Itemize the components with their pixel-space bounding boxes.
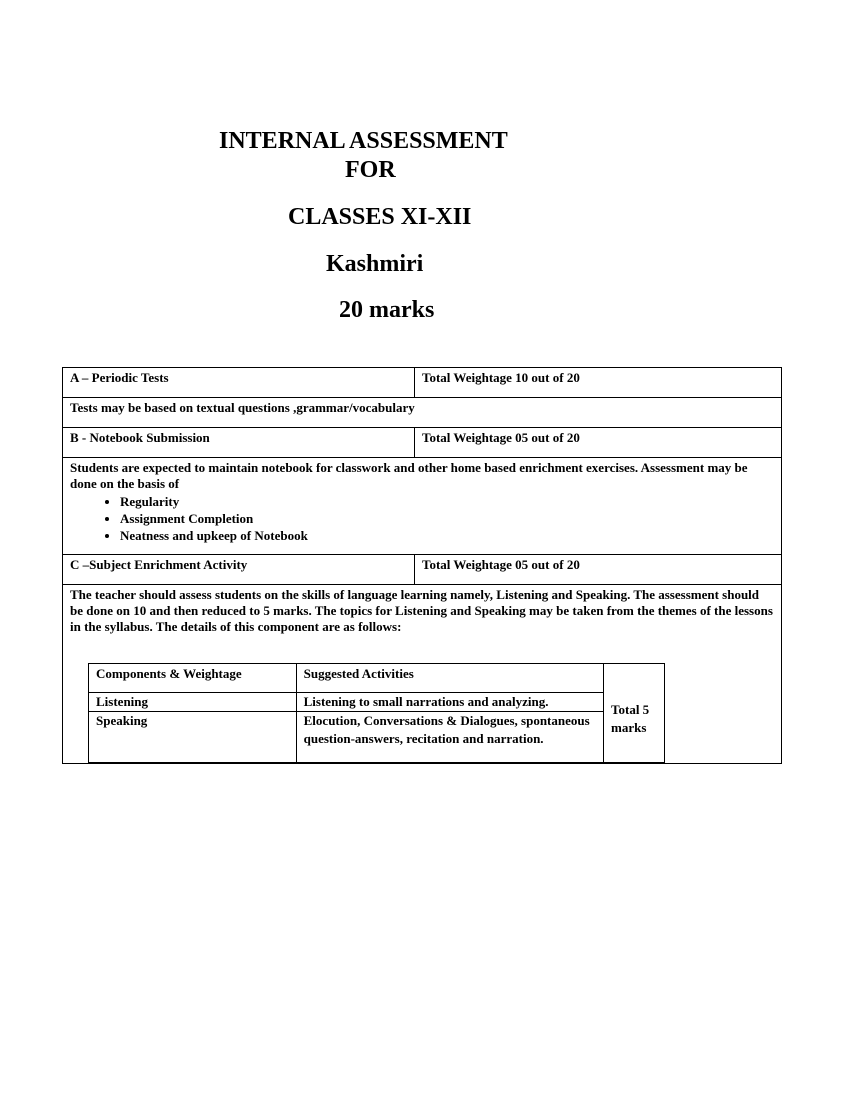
section-b-note-row <box>63 458 782 555</box>
section-b-row <box>63 428 782 458</box>
section-b-note: Students are expected to maintain notebook for classwork and other home based enrichment exercises. Assessment may be done on the basis of <box>70 460 748 491</box>
list-item: • Neatness and upkeep of Notebook <box>120 527 774 544</box>
header-components: Components & Weightage <box>89 664 297 693</box>
header-activities: Suggested Activities <box>296 664 603 693</box>
heading-title: INTERNAL ASSESSMENT <box>219 128 508 154</box>
section-c-note-row <box>63 585 782 764</box>
table-row <box>89 712 665 763</box>
table-row <box>89 693 665 712</box>
section-b-details <box>63 458 782 555</box>
section-b-weightage: Total Weightage 05 out of 20 <box>415 428 782 458</box>
section-c-note: The teacher should assess students on the skills of language learning namely, Listening and Speaking. The assessment should be done on 10 and then reduced to 5 marks. The topics for Listening and Speaking may be taken from the themes of the lessons in the syllabus. The details of this component are as follows: <box>70 587 773 634</box>
section-a-label: A – Periodic Tests <box>63 368 415 398</box>
heading-marks: 20 marks <box>339 297 435 323</box>
component-listening: Listening <box>89 693 297 712</box>
section-c-details <box>63 585 782 764</box>
section-b-label: B - Notebook Submission <box>63 428 415 458</box>
activity-speaking: Elocution, Conversations & Dialogues, spontaneous question-answers, recitation and narration. <box>296 712 603 763</box>
section-a-weightage: Total Weightage 10 out of 20 <box>415 368 782 398</box>
activity-listening: Listening to small narrations and analyzing. <box>296 693 603 712</box>
section-c-label: C –Subject Enrichment Activity <box>63 555 415 585</box>
component-speaking: Speaking <box>89 712 297 763</box>
heading-classes: CLASSES XI-XII <box>288 204 472 230</box>
list-item: • Assignment Completion <box>120 510 774 527</box>
total-marks-cell: Total 5 marks <box>604 664 665 763</box>
activities-table <box>88 663 665 763</box>
notebook-criteria-list <box>70 493 774 544</box>
section-c-weightage: Total Weightage 05 out of 20 <box>415 555 782 585</box>
heading-subject: Kashmiri <box>326 251 424 277</box>
activities-header-row <box>89 664 665 693</box>
activities-table-wrap <box>70 635 774 763</box>
section-a-note: Tests may be based on textual questions ,grammar/vocabulary <box>63 398 782 428</box>
section-c-row <box>63 555 782 585</box>
section-a-row <box>63 368 782 398</box>
assessment-table <box>62 367 782 764</box>
list-item: • Regularity <box>120 493 774 510</box>
section-a-note-row <box>63 398 782 428</box>
heading-for: FOR <box>345 157 396 183</box>
